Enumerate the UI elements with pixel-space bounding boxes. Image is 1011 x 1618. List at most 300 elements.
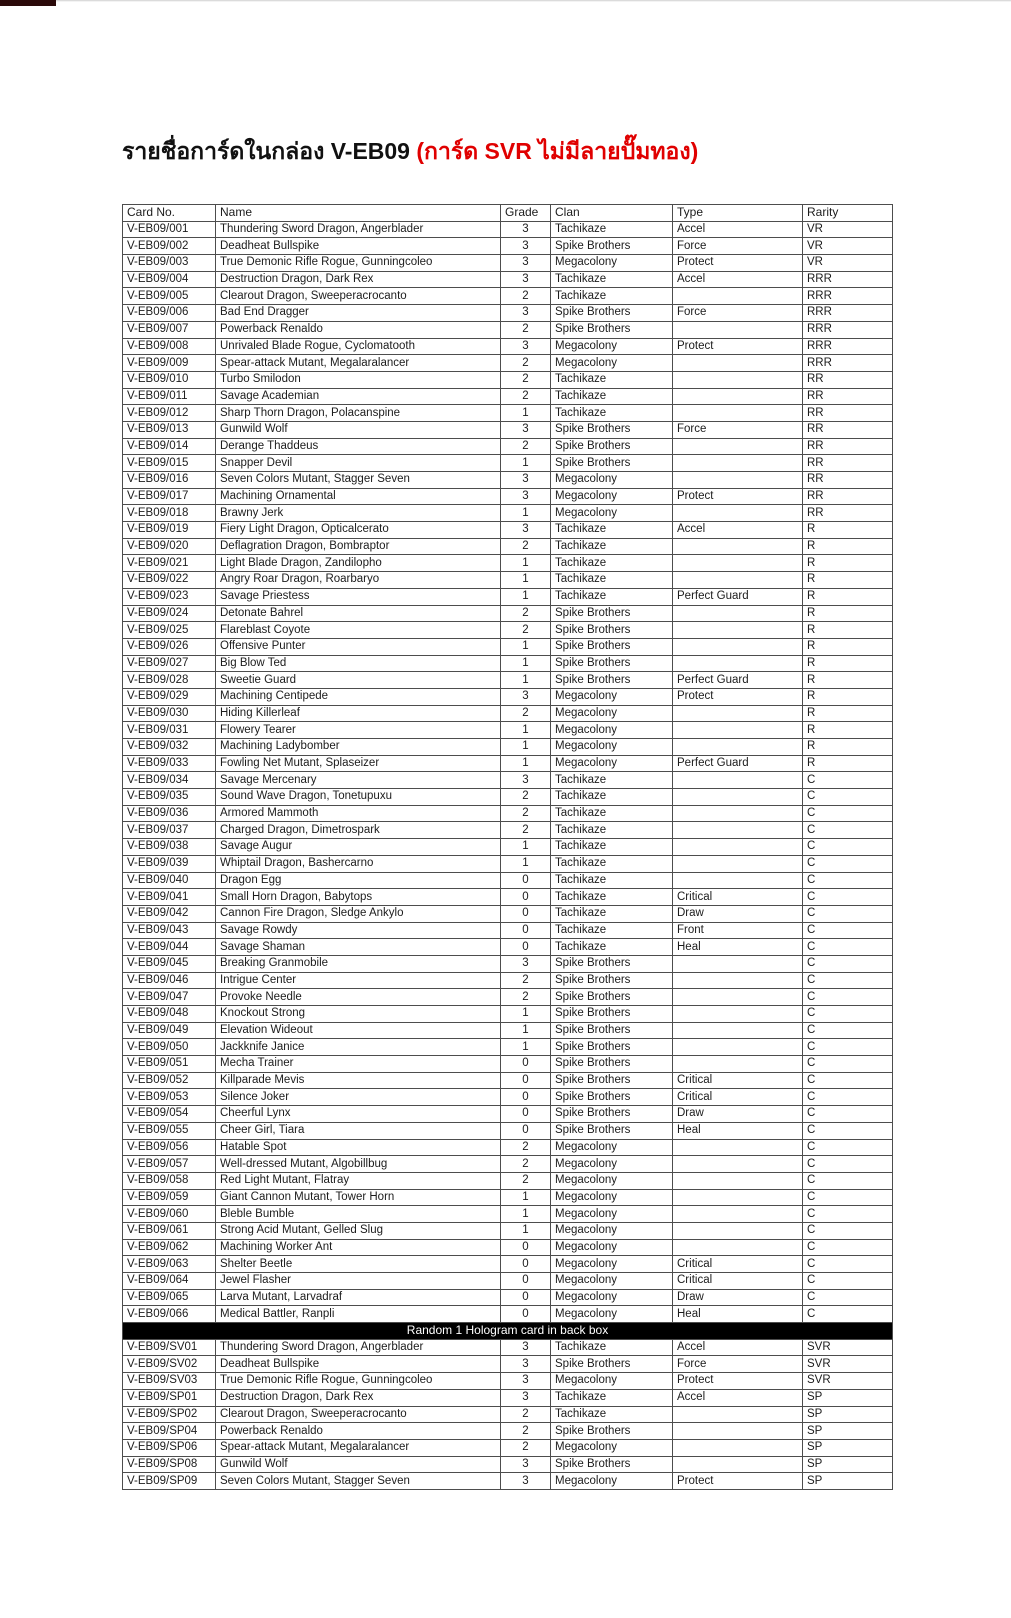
cell-rarity: C bbox=[803, 1006, 893, 1023]
cell-grade: 3 bbox=[501, 772, 551, 789]
cell-type bbox=[673, 638, 803, 655]
cell-grade: 0 bbox=[501, 1089, 551, 1106]
card-row bbox=[123, 805, 893, 822]
cell-card-no: V-EB09/006 bbox=[123, 305, 216, 322]
cell-rarity: C bbox=[803, 1239, 893, 1256]
cell-rarity: C bbox=[803, 889, 893, 906]
cell-type: Protect bbox=[673, 488, 803, 505]
card-row bbox=[123, 1206, 893, 1223]
card-row bbox=[123, 1189, 893, 1206]
cell-card-no: V-EB09/064 bbox=[123, 1273, 216, 1290]
cell-type bbox=[673, 1239, 803, 1256]
cell-card-no: V-EB09/056 bbox=[123, 1139, 216, 1156]
cell-rarity: C bbox=[803, 1056, 893, 1073]
cell-card-no: V-EB09/SP04 bbox=[123, 1423, 216, 1440]
cell-grade: 3 bbox=[501, 238, 551, 255]
cell-name: Light Blade Dragon, Zandilopho bbox=[216, 555, 501, 572]
card-row bbox=[123, 755, 893, 772]
card-row bbox=[123, 939, 893, 956]
cell-type bbox=[673, 1006, 803, 1023]
cell-name: Bleble Bumble bbox=[216, 1206, 501, 1223]
cell-rarity: C bbox=[803, 1273, 893, 1290]
cell-type bbox=[673, 405, 803, 422]
cell-type: Force bbox=[673, 238, 803, 255]
cell-card-no: V-EB09/042 bbox=[123, 905, 216, 922]
cell-clan: Megacolony bbox=[551, 722, 673, 739]
cell-grade: 1 bbox=[501, 505, 551, 522]
cell-name: Seven Colors Mutant, Stagger Seven bbox=[216, 472, 501, 489]
cell-name: Larva Mutant, Larvadraf bbox=[216, 1289, 501, 1306]
cell-type: Force bbox=[673, 1356, 803, 1373]
title-main: รายชื่อการ์ดในกล่อง V-EB09 bbox=[122, 138, 417, 164]
cell-rarity: RR bbox=[803, 472, 893, 489]
cell-rarity: C bbox=[803, 1306, 893, 1323]
cell-name: Big Blow Ted bbox=[216, 655, 501, 672]
cell-name: Derange Thaddeus bbox=[216, 438, 501, 455]
cell-rarity: RRR bbox=[803, 271, 893, 288]
cell-card-no: V-EB09/050 bbox=[123, 1039, 216, 1056]
cell-clan: Tachikaze bbox=[551, 839, 673, 856]
card-row bbox=[123, 1172, 893, 1189]
column-header-card-no: Card No. bbox=[123, 205, 216, 222]
cell-name: Provoke Needle bbox=[216, 989, 501, 1006]
cell-clan: Megacolony bbox=[551, 1473, 673, 1490]
cell-type bbox=[673, 1056, 803, 1073]
card-row bbox=[123, 1273, 893, 1290]
cell-clan: Spike Brothers bbox=[551, 622, 673, 639]
cell-grade: 3 bbox=[501, 271, 551, 288]
cell-grade: 2 bbox=[501, 605, 551, 622]
cell-grade: 1 bbox=[501, 1022, 551, 1039]
special-card-row bbox=[123, 1339, 893, 1356]
cell-clan: Megacolony bbox=[551, 1156, 673, 1173]
cell-grade: 0 bbox=[501, 1289, 551, 1306]
cell-name: Killparade Mevis bbox=[216, 1072, 501, 1089]
cell-type bbox=[673, 1189, 803, 1206]
cell-clan: Tachikaze bbox=[551, 572, 673, 589]
cell-clan: Spike Brothers bbox=[551, 1122, 673, 1139]
cell-card-no: V-EB09/004 bbox=[123, 271, 216, 288]
cell-type: Perfect Guard bbox=[673, 672, 803, 689]
cell-clan: Megacolony bbox=[551, 1373, 673, 1390]
cell-clan: Spike Brothers bbox=[551, 972, 673, 989]
cell-card-no: V-EB09/061 bbox=[123, 1222, 216, 1239]
cell-type: Perfect Guard bbox=[673, 755, 803, 772]
cell-rarity: C bbox=[803, 905, 893, 922]
cell-rarity: R bbox=[803, 638, 893, 655]
cell-clan: Megacolony bbox=[551, 472, 673, 489]
cell-rarity: RR bbox=[803, 421, 893, 438]
cell-card-no: V-EB09/008 bbox=[123, 338, 216, 355]
cell-type bbox=[673, 505, 803, 522]
cell-grade: 3 bbox=[501, 255, 551, 272]
cell-clan: Megacolony bbox=[551, 255, 673, 272]
special-card-row bbox=[123, 1439, 893, 1456]
cell-clan: Tachikaze bbox=[551, 905, 673, 922]
card-row bbox=[123, 1056, 893, 1073]
cell-type bbox=[673, 538, 803, 555]
cell-card-no: V-EB09/023 bbox=[123, 588, 216, 605]
card-row bbox=[123, 1072, 893, 1089]
card-row bbox=[123, 588, 893, 605]
cell-rarity: C bbox=[803, 1256, 893, 1273]
cell-name: Destruction Dragon, Dark Rex bbox=[216, 271, 501, 288]
cell-clan: Tachikaze bbox=[551, 855, 673, 872]
cell-grade: 3 bbox=[501, 421, 551, 438]
card-row bbox=[123, 1039, 893, 1056]
cell-card-no: V-EB09/024 bbox=[123, 605, 216, 622]
cell-rarity: SP bbox=[803, 1439, 893, 1456]
cell-rarity: C bbox=[803, 805, 893, 822]
cell-clan: Spike Brothers bbox=[551, 1072, 673, 1089]
card-row bbox=[123, 1122, 893, 1139]
cell-grade: 3 bbox=[501, 305, 551, 322]
cell-rarity: C bbox=[803, 1022, 893, 1039]
cell-type bbox=[673, 288, 803, 305]
cell-rarity: R bbox=[803, 605, 893, 622]
cell-clan: Spike Brothers bbox=[551, 1106, 673, 1123]
cell-type bbox=[673, 805, 803, 822]
cell-name: Powerback Renaldo bbox=[216, 321, 501, 338]
cell-clan: Spike Brothers bbox=[551, 655, 673, 672]
cell-grade: 2 bbox=[501, 789, 551, 806]
cell-type: Critical bbox=[673, 889, 803, 906]
card-row bbox=[123, 371, 893, 388]
cell-card-no: V-EB09/048 bbox=[123, 1006, 216, 1023]
column-header-clan: Clan bbox=[551, 205, 673, 222]
cell-card-no: V-EB09/053 bbox=[123, 1089, 216, 1106]
cell-type bbox=[673, 822, 803, 839]
special-card-row bbox=[123, 1456, 893, 1473]
cell-grade: 1 bbox=[501, 855, 551, 872]
cell-card-no: V-EB09/046 bbox=[123, 972, 216, 989]
card-row bbox=[123, 972, 893, 989]
cell-card-no: V-EB09/045 bbox=[123, 955, 216, 972]
cell-name: True Demonic Rifle Rogue, Gunningcoleo bbox=[216, 1373, 501, 1390]
cell-rarity: SVR bbox=[803, 1356, 893, 1373]
cell-name: Savage Academian bbox=[216, 388, 501, 405]
cell-grade: 2 bbox=[501, 321, 551, 338]
cell-grade: 2 bbox=[501, 1406, 551, 1423]
card-row bbox=[123, 655, 893, 672]
cell-card-no: V-EB09/059 bbox=[123, 1189, 216, 1206]
cell-type: Draw bbox=[673, 1106, 803, 1123]
cell-name: Detonate Bahrel bbox=[216, 605, 501, 622]
cell-card-no: V-EB09/055 bbox=[123, 1122, 216, 1139]
cell-name: Mecha Trainer bbox=[216, 1056, 501, 1073]
card-row bbox=[123, 221, 893, 238]
cell-clan: Megacolony bbox=[551, 1289, 673, 1306]
cell-card-no: V-EB09/063 bbox=[123, 1256, 216, 1273]
cell-rarity: R bbox=[803, 538, 893, 555]
special-card-row bbox=[123, 1473, 893, 1490]
cell-clan: Tachikaze bbox=[551, 522, 673, 539]
cell-type bbox=[673, 972, 803, 989]
card-row bbox=[123, 605, 893, 622]
cell-name: Offensive Punter bbox=[216, 638, 501, 655]
cell-name: Sweetie Guard bbox=[216, 672, 501, 689]
cell-card-no: V-EB09/052 bbox=[123, 1072, 216, 1089]
cell-card-no: V-EB09/028 bbox=[123, 672, 216, 689]
cell-grade: 3 bbox=[501, 1356, 551, 1373]
cell-rarity: RR bbox=[803, 388, 893, 405]
cell-grade: 2 bbox=[501, 1172, 551, 1189]
card-row bbox=[123, 1006, 893, 1023]
cell-card-no: V-EB09/049 bbox=[123, 1022, 216, 1039]
cell-grade: 0 bbox=[501, 1056, 551, 1073]
cell-clan: Spike Brothers bbox=[551, 421, 673, 438]
cell-name: Fowling Net Mutant, Splaseizer bbox=[216, 755, 501, 772]
cell-name: Whiptail Dragon, Bashercarno bbox=[216, 855, 501, 872]
card-row bbox=[123, 638, 893, 655]
cell-clan: Tachikaze bbox=[551, 789, 673, 806]
cell-type: Protect bbox=[673, 1373, 803, 1390]
cell-grade: 0 bbox=[501, 922, 551, 939]
card-row bbox=[123, 522, 893, 539]
card-row bbox=[123, 288, 893, 305]
cell-card-no: V-EB09/002 bbox=[123, 238, 216, 255]
cell-card-no: V-EB09/044 bbox=[123, 939, 216, 956]
cell-name: Powerback Renaldo bbox=[216, 1423, 501, 1440]
cell-clan: Spike Brothers bbox=[551, 638, 673, 655]
cell-name: Knockout Strong bbox=[216, 1006, 501, 1023]
cell-name: Savage Rowdy bbox=[216, 922, 501, 939]
cell-name: Armored Mammoth bbox=[216, 805, 501, 822]
cell-grade: 3 bbox=[501, 221, 551, 238]
cell-rarity: C bbox=[803, 1106, 893, 1123]
card-row bbox=[123, 388, 893, 405]
cell-grade: 3 bbox=[501, 472, 551, 489]
cell-grade: 3 bbox=[501, 1456, 551, 1473]
cell-name: Savage Shaman bbox=[216, 939, 501, 956]
cell-card-no: V-EB09/013 bbox=[123, 421, 216, 438]
cell-name: Charged Dragon, Dimetrospark bbox=[216, 822, 501, 839]
cell-rarity: R bbox=[803, 722, 893, 739]
cell-type bbox=[673, 1172, 803, 1189]
cell-rarity: RRR bbox=[803, 321, 893, 338]
cell-clan: Spike Brothers bbox=[551, 1006, 673, 1023]
cell-name: Cheer Girl, Tiara bbox=[216, 1122, 501, 1139]
cell-clan: Tachikaze bbox=[551, 1406, 673, 1423]
cell-name: Sound Wave Dragon, Tonetupuxu bbox=[216, 789, 501, 806]
cell-grade: 1 bbox=[501, 405, 551, 422]
cell-clan: Megacolony bbox=[551, 1172, 673, 1189]
cell-clan: Spike Brothers bbox=[551, 1022, 673, 1039]
cell-rarity: RRR bbox=[803, 355, 893, 372]
cell-type bbox=[673, 555, 803, 572]
cell-card-no: V-EB09/034 bbox=[123, 772, 216, 789]
cell-card-no: V-EB09/057 bbox=[123, 1156, 216, 1173]
cell-name: Cannon Fire Dragon, Sledge Ankylo bbox=[216, 905, 501, 922]
cell-type bbox=[673, 1039, 803, 1056]
cell-rarity: C bbox=[803, 1189, 893, 1206]
cell-clan: Tachikaze bbox=[551, 822, 673, 839]
cell-name: Hatable Spot bbox=[216, 1139, 501, 1156]
card-list-table bbox=[122, 204, 893, 1490]
cell-type bbox=[673, 789, 803, 806]
cell-card-no: V-EB09/011 bbox=[123, 388, 216, 405]
cell-clan: Spike Brothers bbox=[551, 955, 673, 972]
cell-clan: Tachikaze bbox=[551, 872, 673, 889]
cell-name: Angry Roar Dragon, Roarbaryo bbox=[216, 572, 501, 589]
cell-card-no: V-EB09/020 bbox=[123, 538, 216, 555]
cell-clan: Megacolony bbox=[551, 688, 673, 705]
cell-rarity: C bbox=[803, 855, 893, 872]
cell-type: Accel bbox=[673, 1389, 803, 1406]
cell-clan: Tachikaze bbox=[551, 388, 673, 405]
card-row bbox=[123, 271, 893, 288]
card-row bbox=[123, 421, 893, 438]
cell-name: Intrigue Center bbox=[216, 972, 501, 989]
cell-card-no: V-EB09/041 bbox=[123, 889, 216, 906]
card-row bbox=[123, 488, 893, 505]
cell-clan: Tachikaze bbox=[551, 772, 673, 789]
cell-grade: 1 bbox=[501, 655, 551, 672]
cell-card-no: V-EB09/005 bbox=[123, 288, 216, 305]
cell-card-no: V-EB09/027 bbox=[123, 655, 216, 672]
cell-type bbox=[673, 1156, 803, 1173]
cell-grade: 2 bbox=[501, 538, 551, 555]
cell-name: Gunwild Wolf bbox=[216, 421, 501, 438]
special-card-row bbox=[123, 1389, 893, 1406]
cell-card-no: V-EB09/036 bbox=[123, 805, 216, 822]
card-row bbox=[123, 538, 893, 555]
hologram-separator-row bbox=[123, 1323, 893, 1340]
cell-type: Heal bbox=[673, 1306, 803, 1323]
card-row bbox=[123, 789, 893, 806]
cell-card-no: V-EB09/SV02 bbox=[123, 1356, 216, 1373]
cell-rarity: C bbox=[803, 1072, 893, 1089]
cell-name: Thundering Sword Dragon, Angerblader bbox=[216, 221, 501, 238]
cell-clan: Spike Brothers bbox=[551, 238, 673, 255]
cell-card-no: V-EB09/SV03 bbox=[123, 1373, 216, 1390]
cell-grade: 3 bbox=[501, 688, 551, 705]
card-row bbox=[123, 905, 893, 922]
cell-card-no: V-EB09/025 bbox=[123, 622, 216, 639]
cell-rarity: C bbox=[803, 789, 893, 806]
card-row bbox=[123, 922, 893, 939]
cell-type bbox=[673, 1139, 803, 1156]
cell-card-no: V-EB09/021 bbox=[123, 555, 216, 572]
card-row bbox=[123, 622, 893, 639]
cell-type: Heal bbox=[673, 939, 803, 956]
cell-name: Strong Acid Mutant, Gelled Slug bbox=[216, 1222, 501, 1239]
cell-clan: Spike Brothers bbox=[551, 1456, 673, 1473]
cell-name: Clearout Dragon, Sweeperacrocanto bbox=[216, 288, 501, 305]
cell-name: Flowery Tearer bbox=[216, 722, 501, 739]
cell-type bbox=[673, 472, 803, 489]
cell-type: Heal bbox=[673, 1122, 803, 1139]
cell-name: Turbo Smilodon bbox=[216, 371, 501, 388]
cell-card-no: V-EB09/030 bbox=[123, 705, 216, 722]
cell-clan: Megacolony bbox=[551, 1306, 673, 1323]
card-row bbox=[123, 472, 893, 489]
cell-type: Protect bbox=[673, 255, 803, 272]
cell-name: Medical Battler, Ranpli bbox=[216, 1306, 501, 1323]
cell-name: Thundering Sword Dragon, Angerblader bbox=[216, 1339, 501, 1356]
cell-rarity: C bbox=[803, 955, 893, 972]
cell-grade: 0 bbox=[501, 889, 551, 906]
title-note-red: (การ์ด SVR ไม่มีลายปั๊มทอง) bbox=[416, 138, 699, 164]
cell-type bbox=[673, 572, 803, 589]
cell-grade: 3 bbox=[501, 955, 551, 972]
cell-clan: Megacolony bbox=[551, 1256, 673, 1273]
cell-grade: 3 bbox=[501, 488, 551, 505]
cell-rarity: R bbox=[803, 555, 893, 572]
cell-rarity: R bbox=[803, 705, 893, 722]
cell-name: Snapper Devil bbox=[216, 455, 501, 472]
cell-card-no: V-EB09/026 bbox=[123, 638, 216, 655]
cell-rarity: SP bbox=[803, 1456, 893, 1473]
column-header-rarity: Rarity bbox=[803, 205, 893, 222]
cell-name: Deadheat Bullspike bbox=[216, 1356, 501, 1373]
cell-clan: Spike Brothers bbox=[551, 1423, 673, 1440]
cell-name: Bad End Dragger bbox=[216, 305, 501, 322]
cell-type: Protect bbox=[673, 338, 803, 355]
cell-card-no: V-EB09/017 bbox=[123, 488, 216, 505]
card-row bbox=[123, 1239, 893, 1256]
cell-card-no: V-EB09/038 bbox=[123, 839, 216, 856]
cell-type bbox=[673, 1022, 803, 1039]
cell-clan: Megacolony bbox=[551, 1273, 673, 1290]
cell-name: Hiding Killerleaf bbox=[216, 705, 501, 722]
cell-grade: 1 bbox=[501, 1006, 551, 1023]
cell-grade: 2 bbox=[501, 805, 551, 822]
cell-type bbox=[673, 1206, 803, 1223]
cell-clan: Spike Brothers bbox=[551, 605, 673, 622]
cell-type bbox=[673, 438, 803, 455]
cell-rarity: SP bbox=[803, 1423, 893, 1440]
cell-type: Force bbox=[673, 421, 803, 438]
cell-card-no: V-EB09/033 bbox=[123, 755, 216, 772]
cell-rarity: C bbox=[803, 972, 893, 989]
cell-clan: Spike Brothers bbox=[551, 989, 673, 1006]
cell-type: Accel bbox=[673, 1339, 803, 1356]
cell-grade: 1 bbox=[501, 572, 551, 589]
column-header-name: Name bbox=[216, 205, 501, 222]
card-row bbox=[123, 955, 893, 972]
cell-clan: Megacolony bbox=[551, 1239, 673, 1256]
cell-clan: Megacolony bbox=[551, 739, 673, 756]
cell-clan: Spike Brothers bbox=[551, 1089, 673, 1106]
cell-name: Fiery Light Dragon, Opticalcerato bbox=[216, 522, 501, 539]
cell-rarity: R bbox=[803, 739, 893, 756]
cell-type bbox=[673, 739, 803, 756]
cell-grade: 1 bbox=[501, 455, 551, 472]
cell-type: Critical bbox=[673, 1273, 803, 1290]
cell-rarity: C bbox=[803, 1206, 893, 1223]
cell-type: Force bbox=[673, 305, 803, 322]
cell-type bbox=[673, 772, 803, 789]
cell-name: Machining Centipede bbox=[216, 688, 501, 705]
cell-card-no: V-EB09/054 bbox=[123, 1106, 216, 1123]
cell-grade: 1 bbox=[501, 1222, 551, 1239]
cell-clan: Tachikaze bbox=[551, 1389, 673, 1406]
cell-grade: 2 bbox=[501, 1139, 551, 1156]
cell-card-no: V-EB09/029 bbox=[123, 688, 216, 705]
cell-clan: Tachikaze bbox=[551, 221, 673, 238]
cell-grade: 0 bbox=[501, 1239, 551, 1256]
cell-grade: 1 bbox=[501, 638, 551, 655]
cell-card-no: V-EB09/010 bbox=[123, 371, 216, 388]
cell-grade: 0 bbox=[501, 939, 551, 956]
cell-card-no: V-EB09/SP06 bbox=[123, 1439, 216, 1456]
cell-name: Breaking Granmobile bbox=[216, 955, 501, 972]
cell-type bbox=[673, 705, 803, 722]
cell-clan: Tachikaze bbox=[551, 805, 673, 822]
cell-name: Destruction Dragon, Dark Rex bbox=[216, 1389, 501, 1406]
cell-rarity: SP bbox=[803, 1406, 893, 1423]
